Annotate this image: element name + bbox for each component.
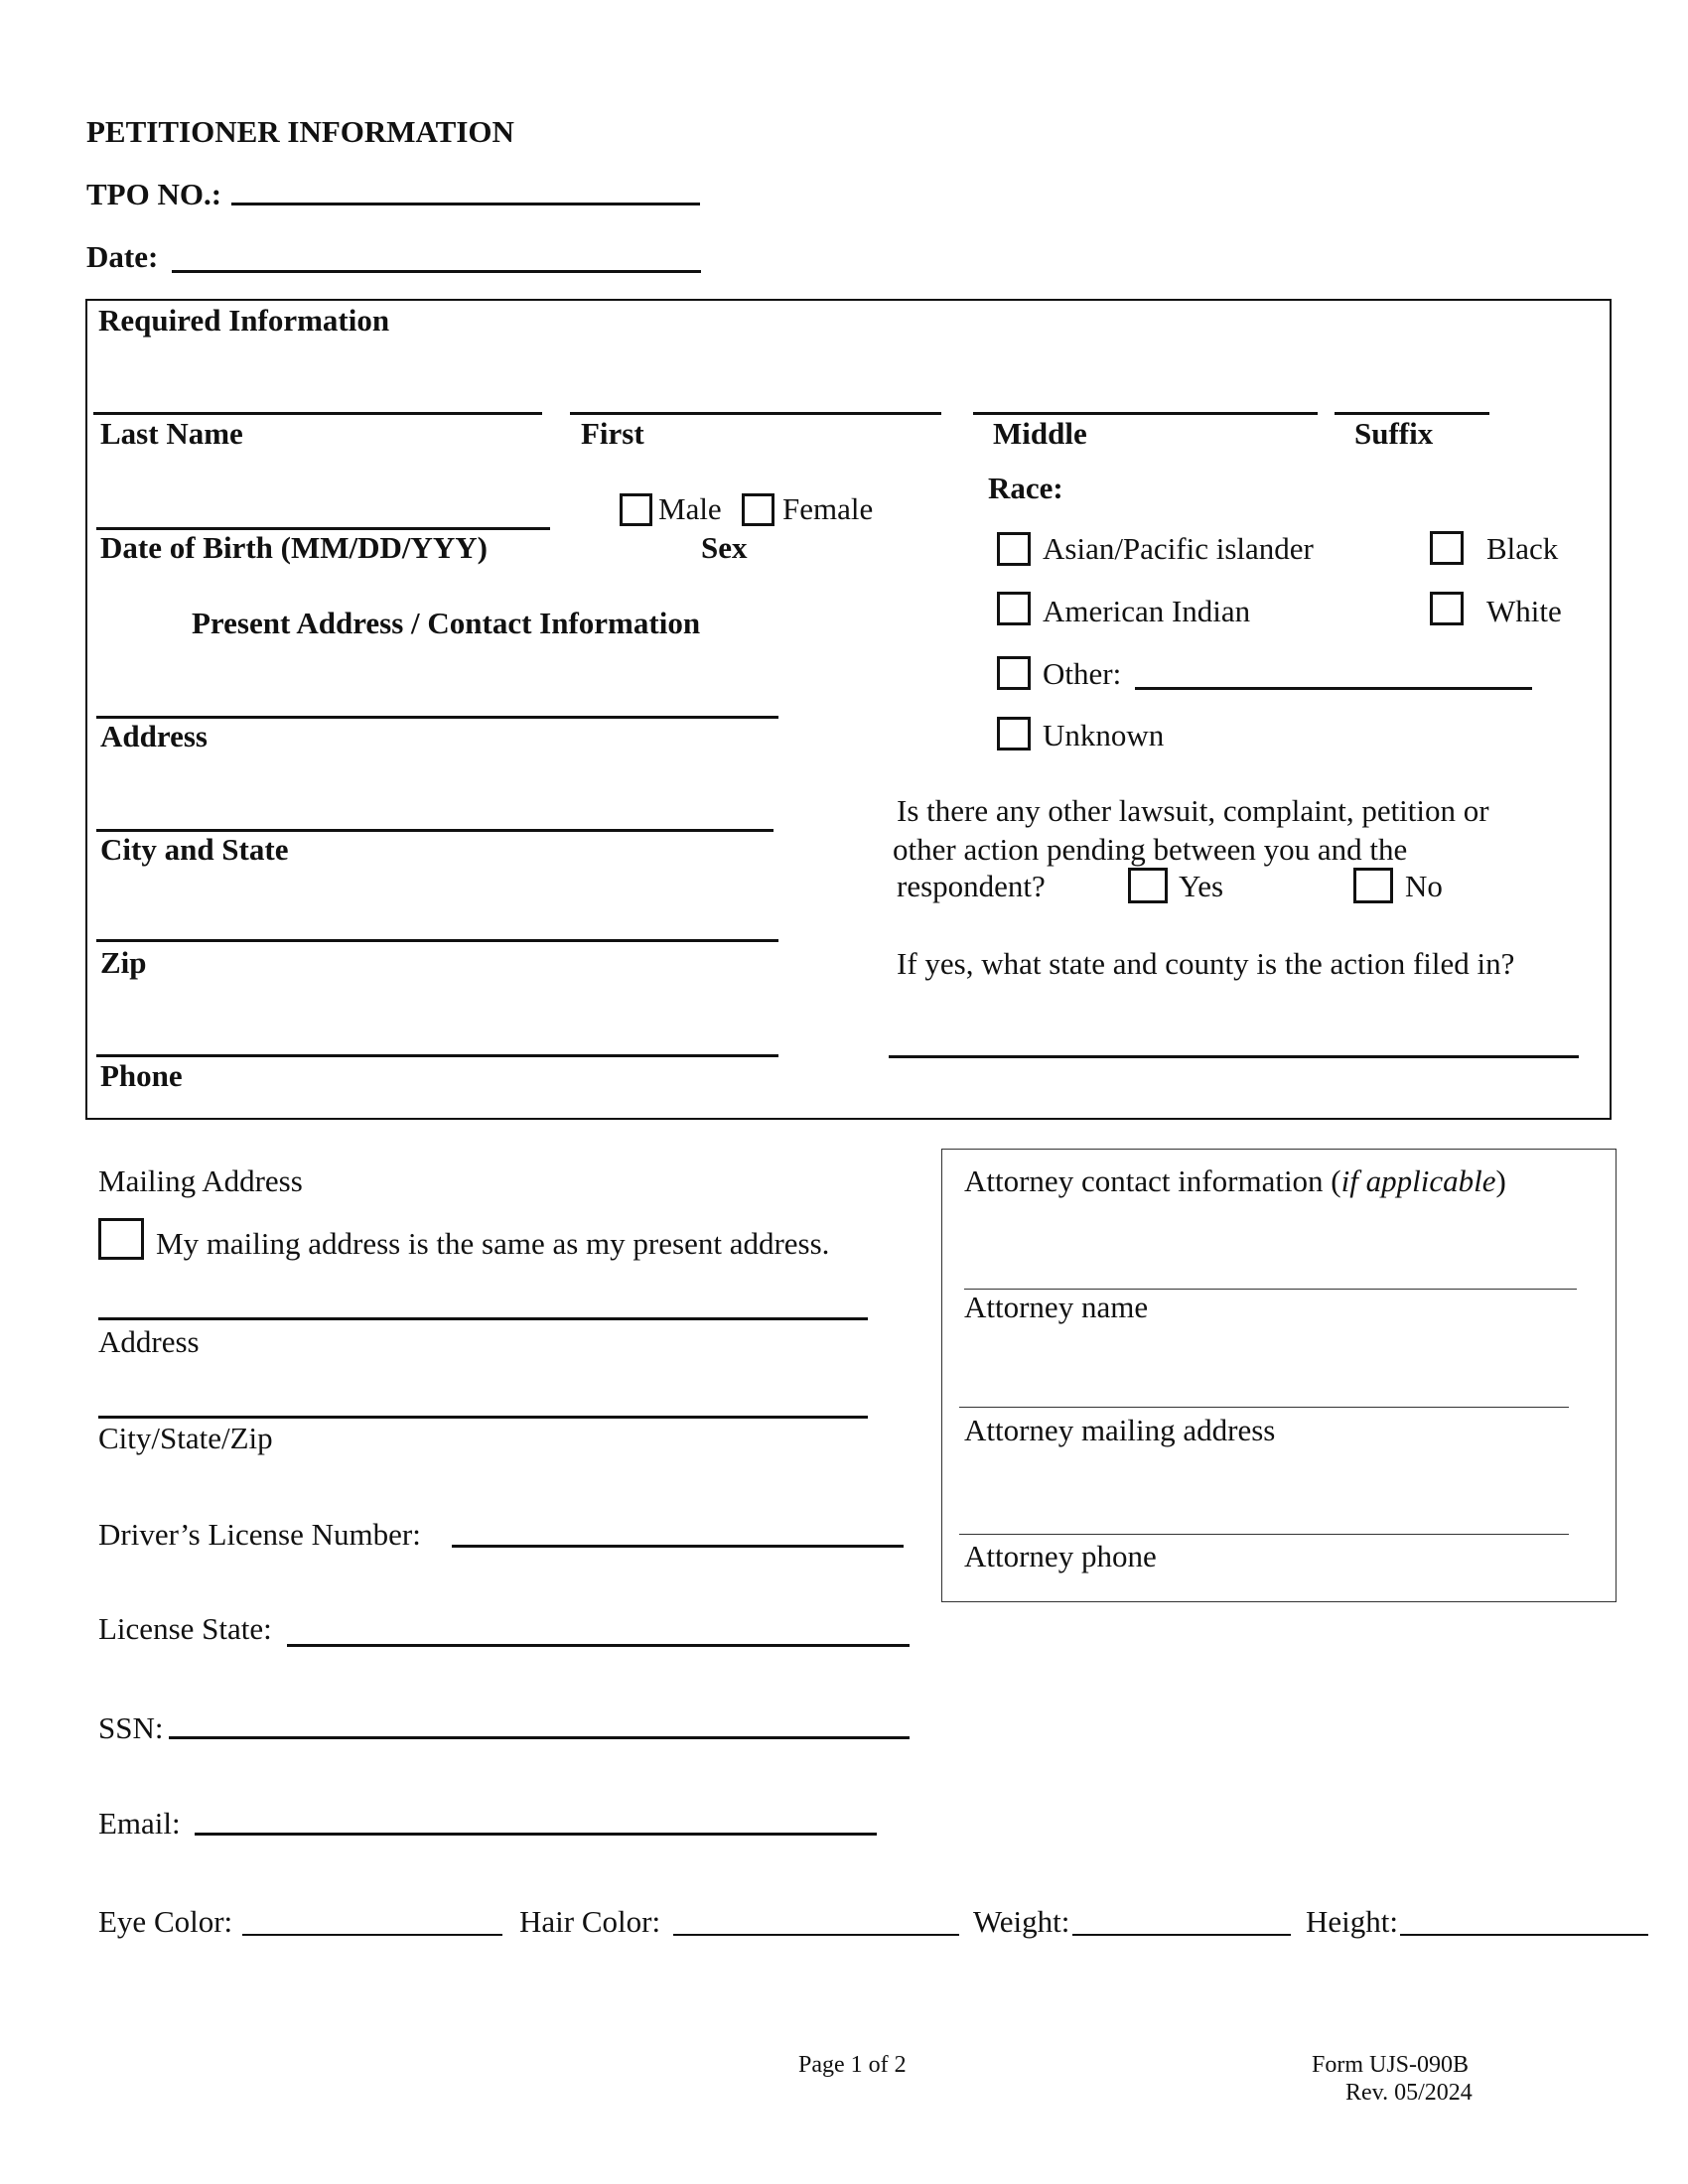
race-black-label: Black [1486,531,1559,566]
required-information-heading: Required Information [98,303,390,338]
mailing-city-state-zip-label: City/State/Zip [98,1421,273,1455]
phone-label: Phone [100,1058,183,1093]
sex-female-checkbox[interactable] [742,493,774,526]
drivers-license-field[interactable] [452,1545,904,1548]
mailing-same-label: My mailing address is the same as my present address. [156,1226,830,1261]
race-american-indian-checkbox[interactable] [997,592,1031,625]
lawsuit-question-line3: respondent? [897,869,1046,903]
sex-female-label: Female [782,491,874,526]
attorney-heading: Attorney contact information (if applicable) [964,1163,1506,1198]
date-label: Date: [86,239,159,274]
race-black-checkbox[interactable] [1430,531,1464,565]
first-name-field[interactable] [570,412,941,415]
height-label: Height: [1306,1904,1398,1939]
present-address-heading: Present Address / Contact Information [192,606,701,640]
race-other-checkbox[interactable] [997,656,1031,690]
license-state-field[interactable] [287,1644,910,1647]
sex-male-checkbox[interactable] [620,493,652,526]
attorney-name-label: Attorney name [964,1290,1149,1324]
drivers-license-label: Driver’s License Number: [98,1517,421,1552]
suffix-field[interactable] [1335,412,1489,415]
license-state-label: License State: [98,1611,272,1646]
lawsuit-no-label: No [1405,869,1443,903]
race-white-label: White [1486,594,1562,628]
zip-label: Zip [100,945,147,980]
race-asian-checkbox[interactable] [997,532,1031,566]
race-unknown-checkbox[interactable] [997,717,1031,751]
mailing-address-field[interactable] [98,1317,868,1320]
ssn-label: SSN: [98,1710,164,1745]
race-american-indian-label: American Indian [1043,594,1251,628]
race-asian-label: Asian/Pacific islander [1043,531,1314,566]
form-revision: Rev. 05/2024 [1345,2080,1473,2106]
tpo-label: TPO NO.: [86,177,222,211]
race-other-label: Other: [1043,656,1122,691]
first-name-label: First [581,416,644,451]
last-name-label: Last Name [100,416,243,451]
hair-color-label: Hair Color: [519,1904,661,1939]
date-field[interactable] [172,270,701,273]
tpo-number-field[interactable] [231,203,700,205]
lawsuit-yes-checkbox[interactable] [1128,868,1168,903]
sex-label: Sex [701,530,748,565]
ssn-field[interactable] [169,1736,910,1739]
mailing-address-heading: Mailing Address [98,1163,303,1198]
lawsuit-no-checkbox[interactable] [1353,868,1393,903]
mailing-address-label: Address [98,1324,200,1359]
weight-field[interactable] [1072,1934,1291,1936]
mailing-city-state-zip-field[interactable] [98,1416,868,1419]
attorney-phone-field[interactable] [959,1534,1569,1535]
hair-color-field[interactable] [673,1934,959,1936]
phone-field[interactable] [96,1054,778,1057]
page-title: PETITIONER INFORMATION [86,114,514,149]
last-name-field[interactable] [93,412,542,415]
date-of-birth-label: Date of Birth (MM/DD/YYY) [100,530,488,565]
attorney-mailing-address-label: Attorney mailing address [964,1413,1276,1447]
eye-color-field[interactable] [242,1934,502,1936]
form-number: Form UJS-090B [1312,2052,1470,2078]
middle-name-field[interactable] [973,412,1318,415]
address-label: Address [100,719,208,753]
lawsuit-question-line1: Is there any other lawsuit, complaint, petition or [897,793,1489,828]
page-number: Page 1 of 2 [798,2052,907,2078]
suffix-label: Suffix [1354,416,1434,451]
race-other-field[interactable] [1135,687,1532,690]
eye-color-label: Eye Color: [98,1904,233,1939]
weight-label: Weight: [973,1904,1070,1939]
race-white-checkbox[interactable] [1430,592,1464,625]
action-state-county-field[interactable] [889,1055,1579,1058]
race-label: Race: [988,471,1063,505]
zip-field[interactable] [96,939,778,942]
mailing-same-checkbox[interactable] [98,1218,144,1260]
sex-male-label: Male [658,491,722,526]
height-field[interactable] [1400,1934,1648,1936]
lawsuit-yes-label: Yes [1179,869,1224,903]
lawsuit-question-line2: other action pending between you and the [893,832,1408,867]
email-label: Email: [98,1806,181,1841]
race-unknown-label: Unknown [1043,718,1165,752]
if-yes-question: If yes, what state and county is the action filed in? [897,946,1515,981]
middle-name-label: Middle [993,416,1087,451]
city-state-label: City and State [100,832,289,867]
email-field[interactable] [195,1833,877,1836]
attorney-mailing-address-field[interactable] [959,1407,1569,1408]
attorney-phone-label: Attorney phone [964,1539,1157,1573]
